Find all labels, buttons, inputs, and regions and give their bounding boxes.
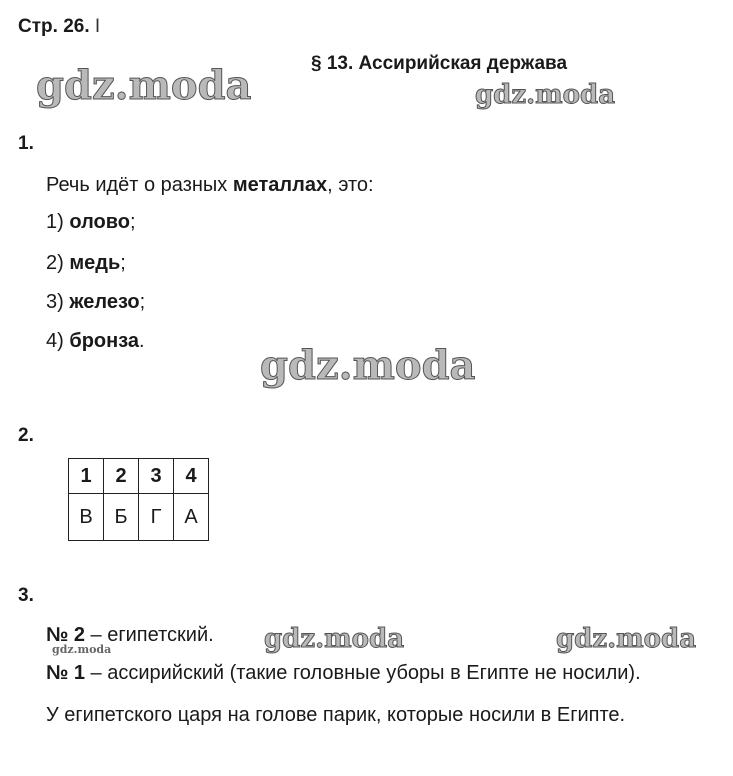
question-1-number: 1. bbox=[18, 133, 34, 154]
question-1-intro: Речь идёт о разных металлах, это: bbox=[46, 174, 374, 196]
section-title: § 13. Ассирийская держава bbox=[311, 53, 568, 74]
watermark: gdz.moda bbox=[52, 643, 112, 656]
table-row bbox=[69, 459, 209, 494]
table-cell: Б bbox=[104, 494, 139, 541]
table-cell: Г bbox=[139, 494, 174, 541]
watermark: gdz.moda bbox=[475, 80, 616, 110]
answer-line: У египетского царя на голове парик, которые носили в Египте. bbox=[46, 704, 626, 726]
list-item: 3) железо; bbox=[46, 291, 146, 313]
answer-line: № 2 – египетский. bbox=[46, 624, 214, 646]
table-row bbox=[69, 494, 209, 541]
question-3-number: 3. bbox=[18, 585, 34, 606]
table-header-cell: 4 bbox=[174, 459, 209, 494]
list-item: 2) медь; bbox=[46, 252, 126, 274]
list-item: 1) олово; bbox=[46, 211, 136, 233]
list-item: 4) бронза. bbox=[46, 330, 145, 352]
watermark: gdz.moda bbox=[260, 342, 476, 389]
watermark: gdz.moda bbox=[556, 624, 697, 654]
watermark: gdz.moda bbox=[264, 624, 405, 654]
table-header-cell: 1 bbox=[69, 459, 104, 494]
page-label: Стр. 26. I bbox=[18, 16, 101, 37]
table-header-cell: 2 bbox=[104, 459, 139, 494]
answer-line: № 1 – ассирийский (такие головные уборы в Египте не носили). bbox=[46, 662, 641, 684]
question-2-number: 2. bbox=[18, 425, 34, 446]
answer-table bbox=[68, 458, 209, 541]
table-header-cell: 3 bbox=[139, 459, 174, 494]
table-cell: В bbox=[69, 494, 104, 541]
table-cell: А bbox=[174, 494, 209, 541]
watermark: gdz.moda bbox=[36, 62, 252, 109]
